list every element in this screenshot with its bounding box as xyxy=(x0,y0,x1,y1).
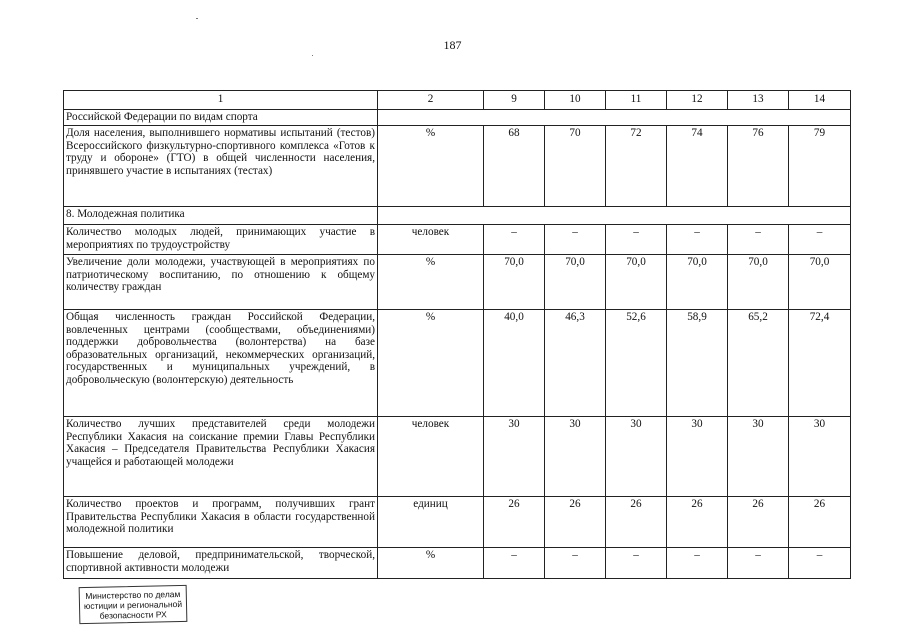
unit-cell: % xyxy=(378,255,484,310)
table-header-row xyxy=(64,91,851,110)
value-cell: 70,0 xyxy=(789,255,851,310)
indicator-name: Количество проектов и программ, получивших грант Правительства Республики Хакасия в области государственной молодежной политики xyxy=(64,497,378,548)
value-cell: – xyxy=(667,225,728,255)
scan-speck xyxy=(196,18,198,19)
table-row xyxy=(64,225,851,255)
value-cell: 70 xyxy=(545,126,606,207)
indicator-name: Увеличение доли молодежи, участвующей в мероприятиях по патриотическому воспитанию, по отношению к общему количеству граждан xyxy=(64,255,378,310)
column-header: 10 xyxy=(545,91,606,110)
value-cell: 26 xyxy=(606,497,667,548)
table-row xyxy=(64,548,851,579)
indicator-name: Доля населения, выполнившего нормативы испытаний (тестов) Всероссийского физкультурно-спортивного комплекса «Готов к труду и обороне» (ГТО) в общей численности населения, принявшего участие в испытаниях (тестах) xyxy=(64,126,378,207)
value-cell: 70,0 xyxy=(667,255,728,310)
value-cell: 72 xyxy=(606,126,667,207)
value-cell: – xyxy=(545,225,606,255)
value-cell: 58,9 xyxy=(667,310,728,417)
column-header: 2 xyxy=(378,91,484,110)
page-number: 187 xyxy=(443,38,462,52)
ministry-stamp xyxy=(79,585,188,624)
value-cell: – xyxy=(667,548,728,579)
unit-cell: единиц xyxy=(378,497,484,548)
value-cell: 30 xyxy=(545,417,606,497)
value-cell: – xyxy=(545,548,606,579)
value-cell: 40,0 xyxy=(484,310,545,417)
value-cell: 79 xyxy=(789,126,851,207)
value-cell: 52,6 xyxy=(606,310,667,417)
unit-cell: человек xyxy=(378,417,484,497)
value-cell: 26 xyxy=(728,497,789,548)
column-header: 14 xyxy=(789,91,851,110)
section-row xyxy=(64,110,851,126)
unit-cell: человек xyxy=(378,225,484,255)
unit-cell: % xyxy=(378,126,484,207)
indicator-name: Повышение деловой, предпринимательской, творческой, спортивной активности молодежи xyxy=(64,548,378,579)
value-cell: 68 xyxy=(484,126,545,207)
value-cell: 65,2 xyxy=(728,310,789,417)
value-cell: – xyxy=(484,225,545,255)
value-cell: 26 xyxy=(545,497,606,548)
value-cell: – xyxy=(606,548,667,579)
value-cell: – xyxy=(606,225,667,255)
value-cell: 30 xyxy=(789,417,851,497)
value-cell: – xyxy=(728,225,789,255)
value-cell: 30 xyxy=(728,417,789,497)
value-cell: 26 xyxy=(484,497,545,548)
indicator-name: Количество лучших представителей среди молодежи Республики Хакасия на соискание премии Главы Республики Хакасия – Председателя Правительства Республики Хакасия учащейся и работающей молодежи xyxy=(64,417,378,497)
value-cell: 30 xyxy=(667,417,728,497)
column-header: 12 xyxy=(667,91,728,110)
value-cell: – xyxy=(789,225,851,255)
column-header: 9 xyxy=(484,91,545,110)
value-cell: – xyxy=(484,548,545,579)
table-row xyxy=(64,310,851,417)
indicators-table xyxy=(63,90,851,579)
empty-cell xyxy=(378,207,851,225)
value-cell: – xyxy=(728,548,789,579)
unit-cell: % xyxy=(378,310,484,417)
indicator-name: Общая численность граждан Российской Федерации, вовлеченных центрами (сообществами, объединениями) поддержки добровольчества (волонтерства) на базе образовательных организаций, некоммерческих организаций, государственных и муниципальных учреждений, в добровольческую (волонтерскую) деятельность xyxy=(64,310,378,417)
indicator-name: Количество молодых людей, принимающих участие в мероприятиях по трудоустройству xyxy=(64,225,378,255)
value-cell: 72,4 xyxy=(789,310,851,417)
stamp-line: Министерство по делам xyxy=(85,589,181,601)
stamp-line: юстиции и региональной xyxy=(83,598,183,612)
value-cell: 26 xyxy=(667,497,728,548)
table-row xyxy=(64,497,851,548)
value-cell: 26 xyxy=(789,497,851,548)
value-cell: 46,3 xyxy=(545,310,606,417)
section-title: 8. Молодежная политика xyxy=(64,207,378,225)
column-header: 11 xyxy=(606,91,667,110)
value-cell: 30 xyxy=(484,417,545,497)
column-header: 13 xyxy=(728,91,789,110)
section-title: Российской Федерации по видам спорта xyxy=(64,110,378,126)
value-cell: 74 xyxy=(667,126,728,207)
value-cell: 70,0 xyxy=(606,255,667,310)
table-row xyxy=(64,126,851,207)
value-cell: – xyxy=(789,548,851,579)
value-cell: 76 xyxy=(728,126,789,207)
value-cell: 70,0 xyxy=(484,255,545,310)
scan-speck xyxy=(312,55,313,56)
column-header: 1 xyxy=(64,91,378,110)
value-cell: 70,0 xyxy=(728,255,789,310)
empty-cell xyxy=(378,110,851,126)
unit-cell: % xyxy=(378,548,484,579)
value-cell: 30 xyxy=(606,417,667,497)
stamp-line: безопасности РХ xyxy=(99,609,167,621)
section-row xyxy=(64,207,851,225)
table-row xyxy=(64,255,851,310)
value-cell: 70,0 xyxy=(545,255,606,310)
table-row xyxy=(64,417,851,497)
